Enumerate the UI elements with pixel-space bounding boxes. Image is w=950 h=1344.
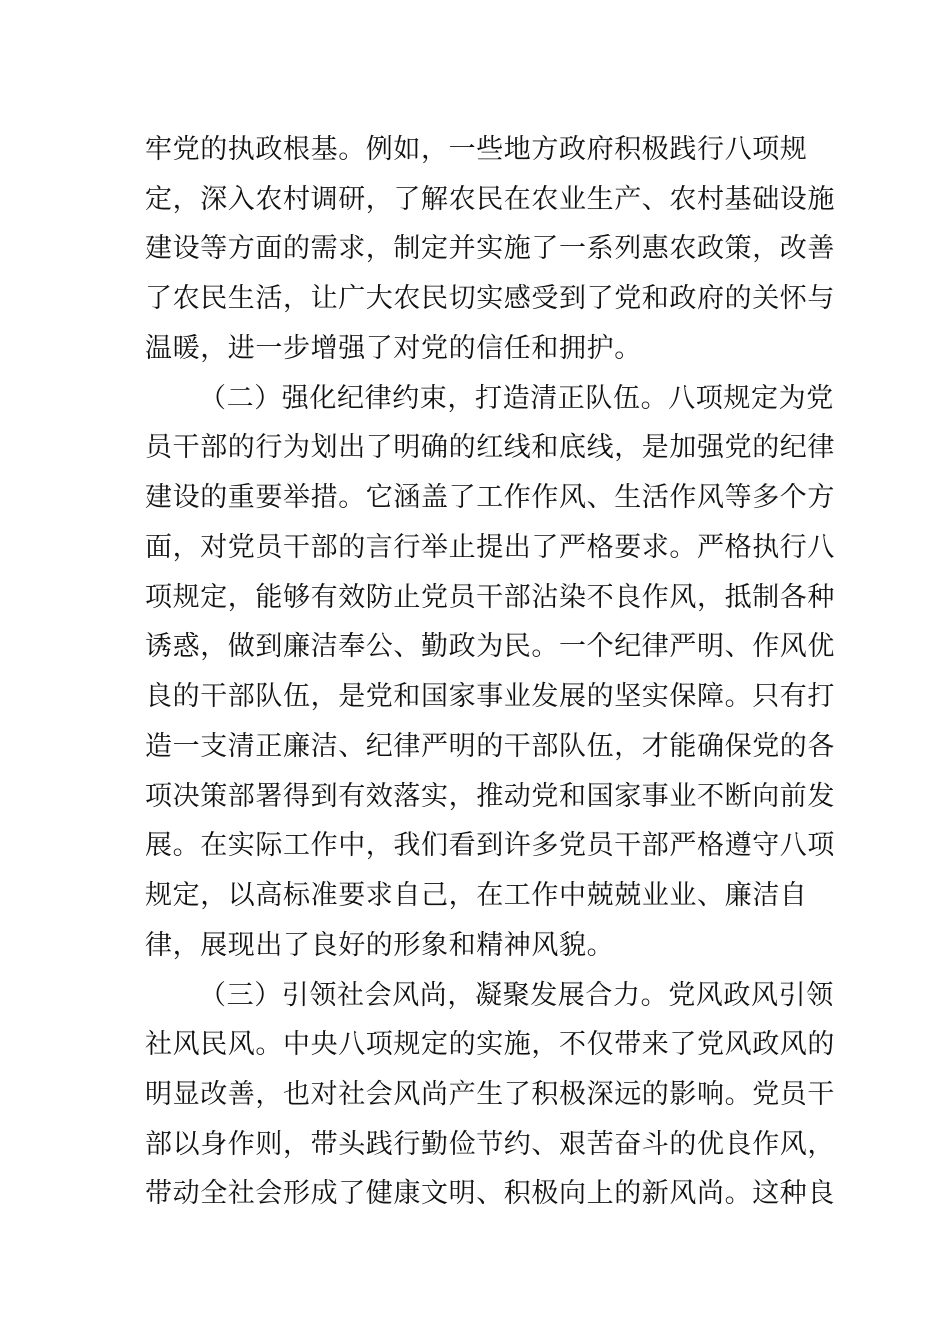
text-line: 了农民生活，让广大农民切实感受到了党和政府的关怀与: [145, 283, 835, 314]
text-line: 律，展现出了良好的形象和精神风貌。: [145, 930, 615, 961]
text-line: 定，深入农村调研，了解农民在农业生产、农村基础设施: [145, 184, 835, 215]
text-line: 建设的重要举措。它涵盖了工作作风、生活作风等多个方: [145, 482, 835, 513]
text-line: 牢党的执政根基。例如，一些地方政府积极践行八项规: [145, 134, 808, 165]
text-line: 明显改善，也对社会风尚产生了积极深远的影响。党员干: [145, 1079, 835, 1110]
paragraph-heading-2: （二）强化纪律约束，打造清正队伍。八项规定为党: [199, 383, 834, 414]
text-line: 温暖，进一步增强了对党的信任和拥护。: [145, 333, 642, 364]
text-line: 项规定，能够有效防止党员干部沾染不良作风，抵制各种: [145, 582, 835, 613]
text-line: 规定，以高标准要求自己，在工作中兢兢业业、廉洁自: [145, 880, 808, 911]
text-line: 展。在实际工作中，我们看到许多党员干部严格遵守八项: [145, 830, 835, 861]
text-line: 社风民风。中央八项规定的实施，不仅带来了党风政风的: [145, 1029, 835, 1060]
text-line: 面，对党员干部的言行举止提出了严格要求。严格执行八: [145, 532, 835, 563]
paragraph-heading-3: （三）引领社会风尚，凝聚发展合力。党风政风引领: [199, 980, 834, 1011]
text-line: 项决策部署得到有效落实，推动党和国家事业不断向前发: [145, 781, 835, 812]
text-line: 良的干部队伍，是党和国家事业发展的坚实保障。只有打: [145, 681, 835, 712]
text-line: 员干部的行为划出了明确的红线和底线，是加强党的纪律: [145, 432, 835, 463]
text-line: 建设等方面的需求，制定并实施了一系列惠农政策，改善: [145, 233, 835, 264]
text-line: 诱惑，做到廉洁奉公、勤政为民。一个纪律严明、作风优: [145, 631, 835, 662]
text-line: 造一支清正廉洁、纪律严明的干部队伍，才能确保党的各: [145, 731, 835, 762]
text-line: 部以身作则，带头践行勤俭节约、艰苦奋斗的优良作风，: [145, 1129, 835, 1160]
text-line: 带动全社会形成了健康文明、积极向上的新风尚。这种良: [145, 1178, 835, 1209]
